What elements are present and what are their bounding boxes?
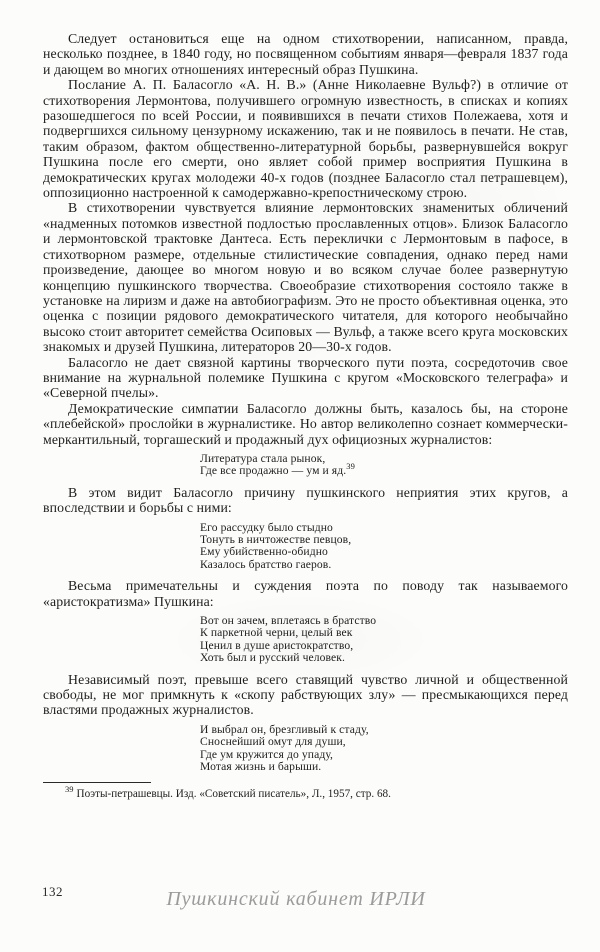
- verse-line: Вот он зачем, вплетаясь в братство: [200, 614, 377, 628]
- page-number: 132: [42, 884, 63, 899]
- verse-quote-1: [200, 453, 568, 478]
- verse-line: Ценил в душе аристократство,: [200, 638, 354, 652]
- paragraph-4: Баласогло не дает связной картины творческого пути поэта, сосредоточив свое внимание на журнальной полемике Пушкина с кругом «Московского телеграфа» и «Северной пчелы».: [43, 354, 568, 401]
- paragraph-5: Демократические симпатии Баласогло должны быть, казалось бы, на стороне «плебейской» прослойки в журналистике. Но автор великолепно сознает коммерчески-меркантильный, торгашеский и продажный дух официозных журналистов:: [43, 400, 568, 447]
- paragraph-7: Весьма примечательны и суждения поэта по поводу так называемого «аристократизма» Пушкина:: [43, 578, 568, 609]
- verse-line: Тонуть в ничтожестве певцов,: [200, 533, 352, 546]
- verse-line: Его рассудку было стыдно: [200, 520, 333, 534]
- verse-line: Мотая жизнь и барыши.: [200, 760, 322, 774]
- footnote-ref-marker: 39: [346, 461, 355, 472]
- verse-line-text: Где все продажно — ум и яд.: [200, 464, 347, 478]
- verse-line: Где ум кружится до упаду,: [200, 747, 334, 761]
- paragraph-3: В стихотворении чувствуется влияние лермонтовских знаменитых обличений «надменных потомков известной подлостью прославленных отцов». Близок Баласогло и лермонтовской трактовке Дантеса. Есть переклички с Лермонтовым в пафосе, в стихотворном размере, отдельные стилистические совпадения, однако перед нами произведение, дающее во многом новую и во всяком случае более развернутую концепцию пушкинского творчества. Своеобразие стихотворения состояло также в установке на лиризм и даже на автобиографизм. Это не просто объективная оценка, это оценка с позиции рядового демократического читателя, для которого необычайно высоко стоит авторитет семейства Осиповых — Вульф, а также всего круга московских знакомых и друзей Пушкина, литераторов 20—30-х годов.: [43, 200, 568, 355]
- verse-line: [200, 461, 568, 478]
- footnote-separator: [43, 782, 151, 783]
- verse-quote-4: [200, 724, 568, 774]
- paragraph-6: В этом видит Баласогло причину пушкинского неприятия этих кругов, а впоследствии и борьбы с ними:: [43, 484, 568, 516]
- verse-line: Казалось братство гаеров.: [200, 557, 332, 571]
- page-content: [43, 31, 568, 801]
- verse-quote-3: [200, 615, 568, 665]
- verse-line: К паркетной черни, целый век: [200, 626, 353, 640]
- paragraph-1: Следует остановиться еще на одном стихотворении, написанном, правда, несколько позднее, в 1840 году, но посвященном событиям января—февраля 1837 года и дающем во многих отношениях интересный образ Пушкина.: [43, 31, 568, 77]
- footnote-ref-marker: 39: [65, 783, 74, 794]
- verse-line: Литература стала рынок,: [200, 451, 326, 465]
- verse-line: Ему убийственно-обидно: [200, 545, 328, 559]
- paragraph-8: Независимый поэт, превыше всего ставящий чувство личной и общественной свободы, не мог примкнуть к «скопу рабствующих злу» — пресмыкающихся перед властями продажных журналистов.: [43, 671, 568, 718]
- footnote-text: Поэты-петрашевцы. Изд. «Советский писатель», Л., 1957, стр. 68.: [76, 787, 391, 800]
- verse-line: Хоть был и русский человек.: [200, 651, 346, 665]
- watermark: Пушкинский кабинет ИРЛИ: [166, 888, 426, 910]
- footnote: [43, 783, 568, 801]
- verse-line: И выбрал он, брезгливый к стаду,: [200, 722, 369, 736]
- verse-quote-2: [200, 522, 568, 572]
- verse-line: Сноснейший омут для души,: [200, 735, 346, 749]
- paragraph-2: Послание А. П. Баласогло «А. Н. В.» (Анне Николаевне Вульф?) в отличие от стихотворения Лермонтова, получившего огромную известность, в списках и копиях разошедшегося по всей России, и появившихся в печати стихов Полежаева, хотя и подвергшихся сильному цензурному искажению, так и не появилось в печати. Не став, таким образом, фактом общественно-литературной борьбы, развернувшейся вокруг Пушкина после его смерти, оно являет собой пример восприятия Пушкина в демократических кругах молодежи 40-х годов (позднее Баласогло стал петрашевцем), оппозиционно настроенной к самодержавно-крепостническому строю.: [43, 77, 568, 201]
